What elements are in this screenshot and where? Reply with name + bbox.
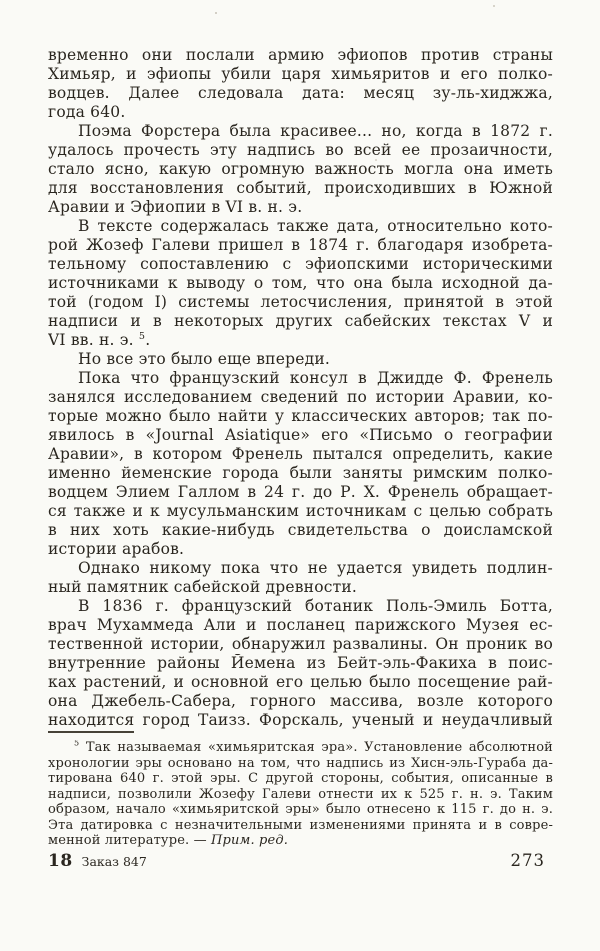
text-line: [48, 369, 553, 388]
text-line: [48, 540, 553, 559]
text-segment: удалось прочесть эту надпись во всей ее прозаичности,: [48, 141, 553, 159]
text-segment: надписи, позволили Жозефу Галеви отнести их к 525 г. н. э. Таким: [48, 786, 553, 802]
footnote-line: [48, 818, 553, 834]
text-segment: явилось в «Journal Asiatique» его «Письмо о географии: [48, 426, 553, 444]
text-segment: тельному сопоставлению с эфиопскими историческими: [48, 255, 553, 273]
text-line: [48, 122, 553, 141]
text-segment: Аравии», в котором Френель пытался определить, какие: [48, 445, 553, 463]
text-segment: Химьяр, и эфиопы убили царя химьяритов и его полко-: [48, 65, 553, 83]
text-line: [48, 673, 553, 692]
text-line: [48, 692, 553, 711]
italic-segment: Прим. ред.: [211, 833, 289, 848]
text-segment: занялся исследованием сведений по истории Аравии, ко-: [48, 388, 553, 406]
text-line: [48, 236, 553, 255]
text-line: [48, 483, 553, 502]
text-line: [48, 255, 553, 274]
text-line: [48, 350, 553, 369]
superscript-marker: 5: [138, 331, 146, 342]
text-line: [48, 312, 553, 331]
footnote-block: [48, 740, 553, 849]
text-segment: менной литературе. —: [48, 833, 212, 848]
text-line: [48, 597, 553, 616]
text-segment: года 640.: [48, 103, 126, 121]
text-segment: образом, начало «химьяритской эры» было отнесено к 115 г. до н. э.: [48, 802, 553, 817]
page-number: 273: [510, 851, 545, 870]
text-line: [48, 198, 553, 217]
text-segment: той (годом I) системы летосчисления, принятой в этой: [48, 293, 553, 311]
text-line: [48, 217, 553, 236]
superscript-marker: 5: [74, 740, 80, 748]
text-line: [48, 616, 553, 635]
text-line: [48, 103, 553, 122]
text-line: [48, 445, 553, 464]
text-segment: Поэма Форстера была красивее... но, когда в 1872 г.: [78, 122, 553, 140]
text-segment: тественной истории, обнаружил развалины. Он проник во: [48, 635, 553, 653]
text-segment: истории арабов.: [48, 540, 185, 558]
text-segment: ный памятник сабейской древности.: [48, 578, 358, 596]
text-segment: Аравии и Эфиопии в VI в. н. э.: [48, 198, 303, 216]
text-segment: торые можно было найти у классических авторов; так по-: [48, 407, 553, 425]
footnote-line: [48, 771, 553, 787]
text-segment: .: [145, 331, 151, 349]
text-segment: ках растений, и основной его целью было посещение рай-: [48, 673, 553, 691]
text-line: [48, 559, 553, 578]
text-segment: находится город Таизз. Форскаль, ученый и неудачливый: [48, 711, 553, 729]
footnote-line: [48, 756, 553, 772]
text-segment: ся также и к мусульманским источникам с целью собрать: [48, 502, 553, 520]
footnote-line: [48, 787, 553, 803]
footnote-separator: [48, 731, 134, 733]
text-segment: VI вв. н. э.: [48, 331, 139, 349]
text-line: [48, 331, 553, 350]
page-footer: [48, 851, 553, 873]
text-segment: стало ясно, какую огромную важность могла она иметь: [48, 160, 553, 178]
text-line: [48, 388, 553, 407]
text-segment: Так называемая «химьяритская эра». Установление абсолютной: [79, 740, 553, 755]
text-line: [48, 654, 553, 673]
text-segment: внутренние районы Йемена из Бейт-эль-Факиха в поис-: [48, 654, 553, 672]
text-segment: Но все это было еще впереди.: [78, 350, 330, 368]
text-line: [48, 293, 553, 312]
text-line: [48, 521, 553, 540]
text-line: [48, 711, 553, 730]
text-segment: водцев. Далее следовала дата: месяц зу-ль-хиджжа,: [48, 84, 553, 102]
text-segment: временно они послали армию эфиопов против страны: [48, 46, 553, 64]
text-segment: В 1836 г. французский ботаник Поль-Эмиль Ботта,: [78, 597, 553, 615]
text-segment: она Джебель-Сабера, горного массива, возле которого: [48, 692, 553, 710]
text-line: [48, 46, 553, 65]
text-segment: хронологии эры основано на том, что надпись из Хисн-эль-Гураба да-: [48, 755, 553, 771]
text-line: [48, 407, 553, 426]
text-line: [48, 502, 553, 521]
text-segment: врач Мухаммеда Али и посланец парижского Музея ес-: [48, 616, 553, 634]
text-segment: рой Жозеф Галеви пришел в 1874 г. благодаря изобрета-: [48, 236, 553, 254]
text-segment: Эта датировка с незначительными изменениями принята и в совре-: [48, 817, 553, 833]
main-text-block: [48, 46, 553, 730]
text-line: [48, 426, 553, 445]
footnote-line: [48, 740, 553, 756]
text-line: [48, 84, 553, 103]
text-segment: именно йеменские города были заняты римским полко-: [48, 464, 553, 482]
print-order-number: 18: [48, 851, 73, 871]
text-segment: Пока что французский консул в Джидде Ф. Френель: [78, 369, 553, 387]
text-segment: для восстановления событий, происходивших в Южной: [48, 179, 553, 197]
text-line: [48, 65, 553, 84]
text-segment: В тексте содержалась также дата, относительно кото-: [78, 217, 553, 235]
text-segment: водцем Элием Галлом в 24 г. до Р. Х. Френель обращает-: [48, 483, 553, 501]
text-line: [48, 179, 553, 198]
text-line: [48, 635, 553, 654]
text-segment: в них хоть какие-нибудь свидетельства о доисламской: [48, 521, 553, 539]
text-line: [48, 274, 553, 293]
footnote-line: [48, 833, 553, 849]
text-segment: источниками к выводу о том, что она была исходной да-: [48, 274, 553, 292]
text-segment: тирована 640 г. этой эры. С другой стороны, события, описанные в: [48, 771, 553, 786]
text-line: [48, 464, 553, 483]
scan-specks: [215, 12, 217, 14]
print-order-label: Заказ 847: [81, 854, 147, 869]
footnote-line: [48, 802, 553, 818]
text-line: [48, 141, 553, 160]
text-line: [48, 160, 553, 179]
text-segment: надписи и в некоторых других сабейских текстах V и: [48, 312, 553, 330]
text-line: [48, 578, 553, 597]
text-segment: Однако никому пока что не удается увидеть подлин-: [78, 559, 553, 577]
